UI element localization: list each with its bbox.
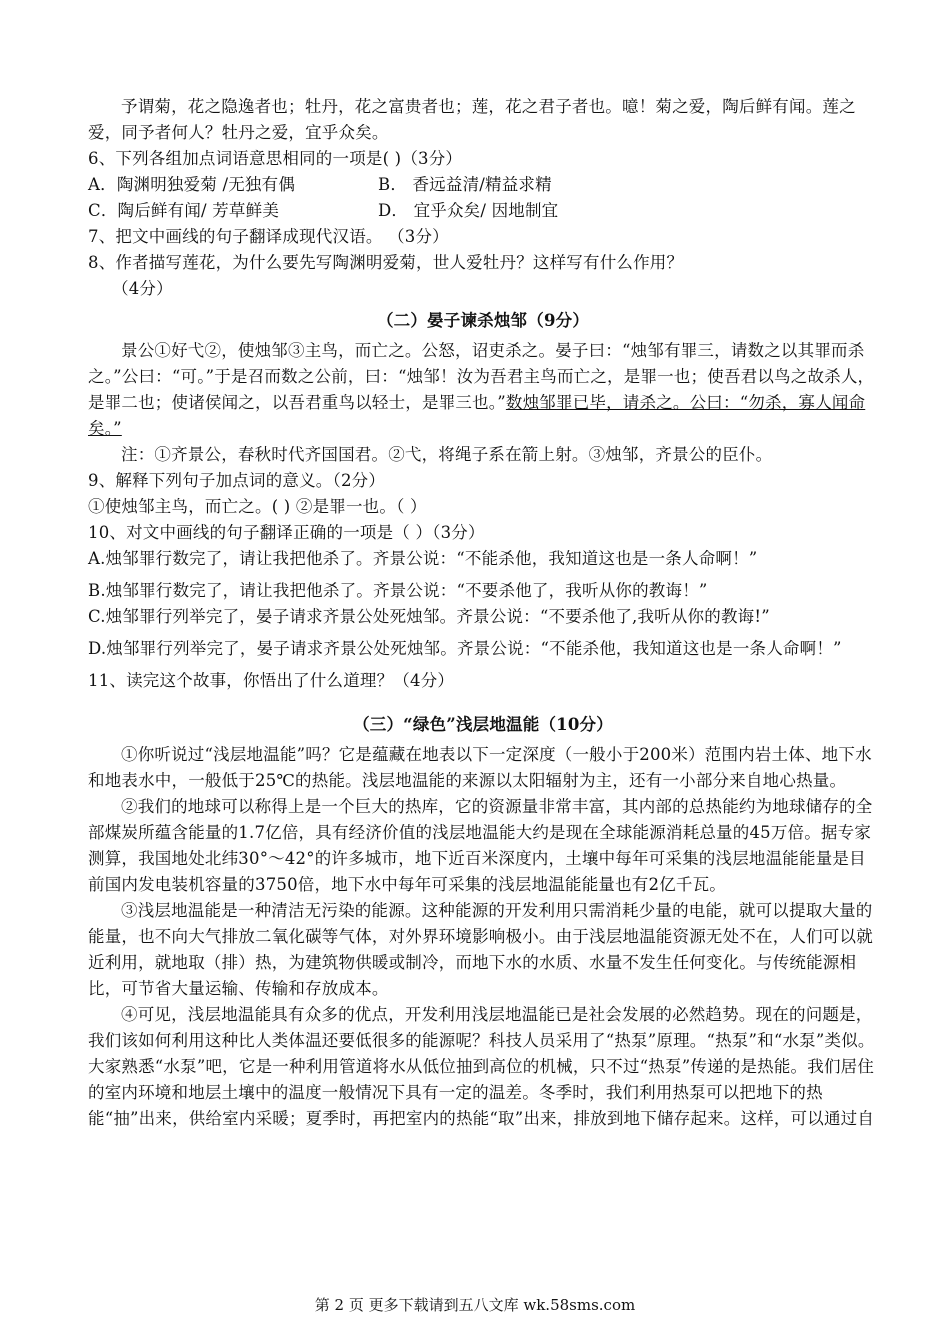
question-10-option-a: A.烛邹罪行数完了，请让我把他杀了。齐景公说：“不能杀他，我知道这也是一条人命啊！” <box>88 549 758 568</box>
question-6-option-d: D． 宜乎众矣/ 因地制宜 <box>378 201 559 220</box>
section-3-paragraph-2: ②我们的地球可以称得上是一个巨大的热库，它的资源量非常丰富，其内部的总热能约为地球储存的全部煤炭所蕴含能量的1.7亿倍，具有经济价值的浅层地温能大约是现在全球能源消耗总量的45万倍。据专家测算，我国地处北纬30°～42°的许多城市，地下近百米深度内，土壤中每年可采集的浅层地温能能量是目前国内发电装机容量的3750倍，地下水中每年可采集的浅层地温能能量也有2亿千瓦。 <box>88 797 873 894</box>
question-6-options-row-2 <box>88 198 878 224</box>
section-2-passage <box>88 338 878 442</box>
section-2-underlined-sentence: 数烛邹罪已毕，请杀之。公曰：“勿杀，寡人闻命矣。” <box>88 393 866 438</box>
poem-tail-paragraph: 予谓菊，花之隐逸者也；牡丹，花之富贵者也；莲，花之君子者也。噫！菊之爱，陶后鲜有闻。莲之爱，同予者何人？牡丹之爱，宜乎众矣。 <box>88 97 856 142</box>
section-2-note: 注：①齐景公，春秋时代齐国国君。②弋，将绳子系在箭上射。③烛邹，齐景公的臣仆。 <box>121 445 773 464</box>
question-6-option-b: B． 香远益清/精益求精 <box>378 175 552 194</box>
question-8-score: （4分） <box>112 279 173 298</box>
question-10-option-c: C.烛邹罪行列举完了，晏子请求齐景公处死烛邹。齐景公说：“不要杀他了,我听从你的教诲!” <box>88 607 770 626</box>
question-11-stem: 11、读完这个故事，你悟出了什么道理？（4分） <box>88 671 455 690</box>
question-6-options-row-1 <box>88 172 878 198</box>
section-2-passage-text: 景公①好弋②，使烛邹③主鸟，而亡之。公怒，诏吏杀之。晏子曰：“烛邹有罪三，请数之以其罪而杀之。”公曰：“可。”于是召而数之公前，曰：“烛邹！汝为吾君主鸟而亡之，是罪一也；使吾君以鸟之故杀人，是罪二也；使诸侯闻之，以吾君重鸟以轻士，是罪三也。” <box>88 341 875 412</box>
page-footer: 第 2 页 更多下载请到五八文库 wk.58sms.com <box>314 1296 636 1314</box>
question-6-option-c: C．陶后鲜有闻/ 芳草鲜美 <box>88 201 280 220</box>
question-10-stem: 10、对文中画线的句子翻译正确的一项是（ ）（3分） <box>88 523 485 542</box>
section-3-paragraph-3: ③浅层地温能是一种清洁无污染的能源。这种能源的开发利用只需消耗少量的电能，就可以提取大量的能量，也不向大气排放二氧化碳等气体，对外界环境影响极小。由于浅层地温能资源无处不在，人们可以就近利用，就地取（排）热，为建筑物供暖或制冷，而地下水的水质、水量不发生任何变化。与传统能源相比，可节省大量运输、传输和存放成本。 <box>88 901 873 998</box>
question-9-items: ①使烛邹主鸟，而亡之。( ) ②是罪一也。（ ） <box>88 497 427 516</box>
question-6-stem: 6、下列各组加点词语意思相同的一项是( )（3分） <box>88 149 463 168</box>
section-3-title: （三）“绿色”浅层地温能（10分） <box>353 715 613 734</box>
section-2-title: （二）晏子谏杀烛邹（9分） <box>376 311 590 330</box>
section-3-paragraph-4: ④可见，浅层地温能具有众多的优点，开发利用浅层地温能已是社会发展的必然趋势。现在的问题是，我们该如何利用这种比人类体温还要低很多的能源呢？科技人员采用了“热泵”原理。“热泵”和“水泵”类似。大家熟悉“水泵”吧，它是一种利用管道将水从低位抽到高位的机械，只不过“热泵”传递的是热能。我们居住的室内环境和地层土壤中的温度一般情况下具有一定的温差。冬季时，我们利用热泵可以把地下的热能“抽”出来，供给室内采暖；夏季时，再把室内的热能“取”出来，排放到地下储存起来。这样，可以通过自 <box>88 1005 875 1128</box>
question-10-option-d: D.烛邹罪行列举完了，晏子请求齐景公处死烛邹。齐景公说：“不能杀他，我知道这也是一条人命啊！” <box>88 639 842 658</box>
document-body <box>88 94 878 1132</box>
question-8-stem: 8、作者描写莲花，为什么要先写陶渊明爱菊，世人爱牡丹？这样写有什么作用？ <box>88 253 684 272</box>
question-6-option-a: A．陶渊明独爱菊 /无独有偶 <box>88 175 296 194</box>
section-3-paragraph-1: ①你听说过“浅层地温能”吗？它是蕴藏在地表以下一定深度（一般小于200米）范围内岩土体、地下水和地表水中，一般低于25℃的热能。浅层地温能的来源以太阳辐射为主，还有一小部分来自地心热量。 <box>88 745 872 790</box>
question-10-option-b: B.烛邹罪行数完了，请让我把他杀了。齐景公说：“不要杀他了，我听从你的教诲！” <box>88 581 708 600</box>
question-7-stem: 7、把文中画线的句子翻译成现代汉语。 （3分） <box>88 227 449 246</box>
question-9-stem: 9、解释下列句子加点词的意义。（2分） <box>88 471 386 490</box>
